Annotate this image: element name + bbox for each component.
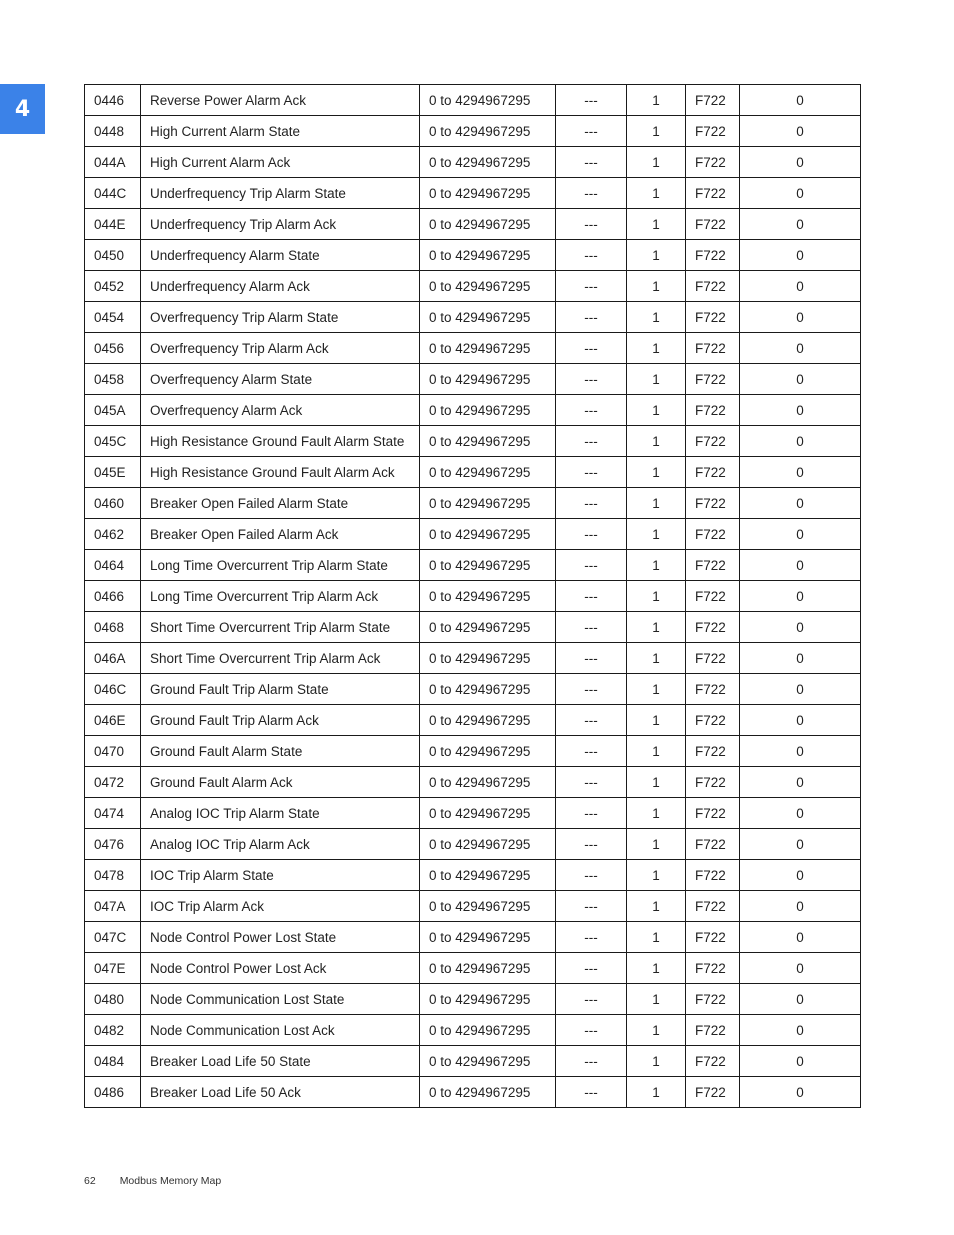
default-cell: 0 (740, 1046, 861, 1077)
table-row (85, 271, 861, 302)
table-row (85, 550, 861, 581)
range-cell: 0 to 4294967295 (420, 612, 556, 643)
format-cell: F722 (686, 612, 740, 643)
table-row (85, 674, 861, 705)
format-cell: F722 (686, 302, 740, 333)
table-row (85, 333, 861, 364)
description-cell: Long Time Overcurrent Trip Alarm Ack (141, 581, 420, 612)
format-cell: F722 (686, 240, 740, 271)
range-cell: 0 to 4294967295 (420, 85, 556, 116)
format-cell: F722 (686, 488, 740, 519)
address-cell: 0472 (85, 767, 141, 798)
units-cell: --- (556, 364, 627, 395)
default-cell: 0 (740, 364, 861, 395)
step-cell: 1 (627, 364, 686, 395)
table-row (85, 519, 861, 550)
description-cell: Analog IOC Trip Alarm Ack (141, 829, 420, 860)
range-cell: 0 to 4294967295 (420, 984, 556, 1015)
units-cell: --- (556, 612, 627, 643)
table-row (85, 984, 861, 1015)
step-cell: 1 (627, 302, 686, 333)
units-cell: --- (556, 891, 627, 922)
step-cell: 1 (627, 798, 686, 829)
table-body (85, 85, 861, 1108)
address-cell: 044C (85, 178, 141, 209)
address-cell: 0466 (85, 581, 141, 612)
address-cell: 0450 (85, 240, 141, 271)
range-cell: 0 to 4294967295 (420, 953, 556, 984)
description-cell: Breaker Load Life 50 Ack (141, 1077, 420, 1108)
step-cell: 1 (627, 767, 686, 798)
step-cell: 1 (627, 953, 686, 984)
step-cell: 1 (627, 271, 686, 302)
range-cell: 0 to 4294967295 (420, 643, 556, 674)
table-row (85, 85, 861, 116)
default-cell: 0 (740, 705, 861, 736)
step-cell: 1 (627, 333, 686, 364)
description-cell: Node Communication Lost Ack (141, 1015, 420, 1046)
format-cell: F722 (686, 922, 740, 953)
default-cell: 0 (740, 147, 861, 178)
table-row (85, 1046, 861, 1077)
units-cell: --- (556, 519, 627, 550)
range-cell: 0 to 4294967295 (420, 364, 556, 395)
range-cell: 0 to 4294967295 (420, 333, 556, 364)
units-cell: --- (556, 395, 627, 426)
range-cell: 0 to 4294967295 (420, 240, 556, 271)
format-cell: F722 (686, 426, 740, 457)
format-cell: F722 (686, 550, 740, 581)
step-cell: 1 (627, 116, 686, 147)
description-cell: Overfrequency Alarm Ack (141, 395, 420, 426)
step-cell: 1 (627, 643, 686, 674)
table-row (85, 705, 861, 736)
default-cell: 0 (740, 984, 861, 1015)
table-row (85, 612, 861, 643)
step-cell: 1 (627, 705, 686, 736)
range-cell: 0 to 4294967295 (420, 581, 556, 612)
address-cell: 0482 (85, 1015, 141, 1046)
format-cell: F722 (686, 395, 740, 426)
range-cell: 0 to 4294967295 (420, 178, 556, 209)
units-cell: --- (556, 240, 627, 271)
step-cell: 1 (627, 736, 686, 767)
range-cell: 0 to 4294967295 (420, 705, 556, 736)
table-row (85, 736, 861, 767)
table-row (85, 426, 861, 457)
default-cell: 0 (740, 1077, 861, 1108)
address-cell: 046A (85, 643, 141, 674)
table-row (85, 147, 861, 178)
range-cell: 0 to 4294967295 (420, 147, 556, 178)
step-cell: 1 (627, 550, 686, 581)
description-cell: High Current Alarm Ack (141, 147, 420, 178)
units-cell: --- (556, 457, 627, 488)
description-cell: Overfrequency Alarm State (141, 364, 420, 395)
description-cell: Overfrequency Trip Alarm Ack (141, 333, 420, 364)
table-row (85, 209, 861, 240)
step-cell: 1 (627, 209, 686, 240)
format-cell: F722 (686, 674, 740, 705)
address-cell: 044E (85, 209, 141, 240)
default-cell: 0 (740, 519, 861, 550)
default-cell: 0 (740, 643, 861, 674)
units-cell: --- (556, 147, 627, 178)
description-cell: High Current Alarm State (141, 116, 420, 147)
units-cell: --- (556, 798, 627, 829)
page-number: 62 (84, 1175, 96, 1187)
description-cell: Long Time Overcurrent Trip Alarm State (141, 550, 420, 581)
units-cell: --- (556, 209, 627, 240)
description-cell: Analog IOC Trip Alarm State (141, 798, 420, 829)
address-cell: 0476 (85, 829, 141, 860)
default-cell: 0 (740, 333, 861, 364)
table-row (85, 829, 861, 860)
format-cell: F722 (686, 1046, 740, 1077)
description-cell: Ground Fault Trip Alarm State (141, 674, 420, 705)
default-cell: 0 (740, 860, 861, 891)
table-row (85, 116, 861, 147)
default-cell: 0 (740, 550, 861, 581)
format-cell: F722 (686, 209, 740, 240)
range-cell: 0 to 4294967295 (420, 550, 556, 581)
table-row (85, 1077, 861, 1108)
table-row (85, 1015, 861, 1046)
address-cell: 0452 (85, 271, 141, 302)
table-row (85, 798, 861, 829)
description-cell: Reverse Power Alarm Ack (141, 85, 420, 116)
modbus-memory-map-table (84, 84, 861, 1108)
address-cell: 0464 (85, 550, 141, 581)
default-cell: 0 (740, 767, 861, 798)
step-cell: 1 (627, 891, 686, 922)
address-cell: 0454 (85, 302, 141, 333)
table-row (85, 302, 861, 333)
address-cell: 0470 (85, 736, 141, 767)
format-cell: F722 (686, 705, 740, 736)
format-cell: F722 (686, 457, 740, 488)
step-cell: 1 (627, 1046, 686, 1077)
table-row (85, 891, 861, 922)
table-row (85, 953, 861, 984)
units-cell: --- (556, 1046, 627, 1077)
description-cell: IOC Trip Alarm State (141, 860, 420, 891)
step-cell: 1 (627, 1015, 686, 1046)
format-cell: F722 (686, 85, 740, 116)
description-cell: Ground Fault Alarm State (141, 736, 420, 767)
table-row (85, 581, 861, 612)
step-cell: 1 (627, 829, 686, 860)
units-cell: --- (556, 922, 627, 953)
description-cell: Node Control Power Lost Ack (141, 953, 420, 984)
units-cell: --- (556, 271, 627, 302)
step-cell: 1 (627, 674, 686, 705)
description-cell: Node Communication Lost State (141, 984, 420, 1015)
description-cell: Breaker Open Failed Alarm Ack (141, 519, 420, 550)
step-cell: 1 (627, 457, 686, 488)
default-cell: 0 (740, 891, 861, 922)
default-cell: 0 (740, 922, 861, 953)
description-cell: High Resistance Ground Fault Alarm State (141, 426, 420, 457)
units-cell: --- (556, 829, 627, 860)
format-cell: F722 (686, 798, 740, 829)
default-cell: 0 (740, 581, 861, 612)
range-cell: 0 to 4294967295 (420, 798, 556, 829)
format-cell: F722 (686, 178, 740, 209)
description-cell: Ground Fault Trip Alarm Ack (141, 705, 420, 736)
step-cell: 1 (627, 922, 686, 953)
range-cell: 0 to 4294967295 (420, 271, 556, 302)
units-cell: --- (556, 116, 627, 147)
step-cell: 1 (627, 519, 686, 550)
address-cell: 0468 (85, 612, 141, 643)
address-cell: 0484 (85, 1046, 141, 1077)
table-row (85, 767, 861, 798)
step-cell: 1 (627, 178, 686, 209)
range-cell: 0 to 4294967295 (420, 860, 556, 891)
format-cell: F722 (686, 116, 740, 147)
description-cell: Underfrequency Alarm Ack (141, 271, 420, 302)
chapter-tab: 4 (0, 84, 45, 134)
range-cell: 0 to 4294967295 (420, 426, 556, 457)
range-cell: 0 to 4294967295 (420, 767, 556, 798)
default-cell: 0 (740, 798, 861, 829)
section-title: Modbus Memory Map (119, 1175, 222, 1187)
address-cell: 0474 (85, 798, 141, 829)
format-cell: F722 (686, 736, 740, 767)
description-cell: Short Time Overcurrent Trip Alarm Ack (141, 643, 420, 674)
step-cell: 1 (627, 984, 686, 1015)
units-cell: --- (556, 984, 627, 1015)
address-cell: 0446 (85, 85, 141, 116)
default-cell: 0 (740, 829, 861, 860)
units-cell: --- (556, 767, 627, 798)
default-cell: 0 (740, 271, 861, 302)
format-cell: F722 (686, 643, 740, 674)
range-cell: 0 to 4294967295 (420, 922, 556, 953)
default-cell: 0 (740, 953, 861, 984)
range-cell: 0 to 4294967295 (420, 488, 556, 519)
table-row (85, 178, 861, 209)
units-cell: --- (556, 550, 627, 581)
step-cell: 1 (627, 488, 686, 519)
units-cell: --- (556, 302, 627, 333)
units-cell: --- (556, 333, 627, 364)
units-cell: --- (556, 85, 627, 116)
units-cell: --- (556, 1015, 627, 1046)
step-cell: 1 (627, 395, 686, 426)
range-cell: 0 to 4294967295 (420, 891, 556, 922)
table-row (85, 364, 861, 395)
table-row (85, 860, 861, 891)
units-cell: --- (556, 178, 627, 209)
units-cell: --- (556, 953, 627, 984)
address-cell: 047C (85, 922, 141, 953)
description-cell: Ground Fault Alarm Ack (141, 767, 420, 798)
format-cell: F722 (686, 860, 740, 891)
units-cell: --- (556, 488, 627, 519)
step-cell: 1 (627, 612, 686, 643)
default-cell: 0 (740, 488, 861, 519)
address-cell: 0448 (85, 116, 141, 147)
page-footer (84, 1175, 221, 1187)
format-cell: F722 (686, 364, 740, 395)
default-cell: 0 (740, 612, 861, 643)
format-cell: F722 (686, 519, 740, 550)
default-cell: 0 (740, 209, 861, 240)
range-cell: 0 to 4294967295 (420, 1077, 556, 1108)
default-cell: 0 (740, 736, 861, 767)
address-cell: 045E (85, 457, 141, 488)
format-cell: F722 (686, 333, 740, 364)
address-cell: 045A (85, 395, 141, 426)
range-cell: 0 to 4294967295 (420, 1015, 556, 1046)
range-cell: 0 to 4294967295 (420, 209, 556, 240)
units-cell: --- (556, 643, 627, 674)
description-cell: Underfrequency Trip Alarm Ack (141, 209, 420, 240)
default-cell: 0 (740, 674, 861, 705)
step-cell: 1 (627, 426, 686, 457)
default-cell: 0 (740, 116, 861, 147)
format-cell: F722 (686, 829, 740, 860)
range-cell: 0 to 4294967295 (420, 674, 556, 705)
address-cell: 044A (85, 147, 141, 178)
description-cell: Node Control Power Lost State (141, 922, 420, 953)
address-cell: 045C (85, 426, 141, 457)
table-row (85, 457, 861, 488)
units-cell: --- (556, 581, 627, 612)
address-cell: 0486 (85, 1077, 141, 1108)
address-cell: 0478 (85, 860, 141, 891)
table-row (85, 488, 861, 519)
description-cell: Overfrequency Trip Alarm State (141, 302, 420, 333)
units-cell: --- (556, 674, 627, 705)
default-cell: 0 (740, 302, 861, 333)
address-cell: 047A (85, 891, 141, 922)
address-cell: 047E (85, 953, 141, 984)
default-cell: 0 (740, 395, 861, 426)
address-cell: 046C (85, 674, 141, 705)
table-row (85, 240, 861, 271)
step-cell: 1 (627, 860, 686, 891)
address-cell: 0480 (85, 984, 141, 1015)
step-cell: 1 (627, 147, 686, 178)
range-cell: 0 to 4294967295 (420, 395, 556, 426)
default-cell: 0 (740, 457, 861, 488)
default-cell: 0 (740, 1015, 861, 1046)
table-row (85, 922, 861, 953)
range-cell: 0 to 4294967295 (420, 829, 556, 860)
description-cell: Underfrequency Alarm State (141, 240, 420, 271)
format-cell: F722 (686, 953, 740, 984)
address-cell: 0460 (85, 488, 141, 519)
table-row (85, 643, 861, 674)
units-cell: --- (556, 705, 627, 736)
address-cell: 0458 (85, 364, 141, 395)
description-cell: Underfrequency Trip Alarm State (141, 178, 420, 209)
range-cell: 0 to 4294967295 (420, 736, 556, 767)
format-cell: F722 (686, 767, 740, 798)
range-cell: 0 to 4294967295 (420, 457, 556, 488)
format-cell: F722 (686, 984, 740, 1015)
description-cell: Short Time Overcurrent Trip Alarm State (141, 612, 420, 643)
default-cell: 0 (740, 240, 861, 271)
range-cell: 0 to 4294967295 (420, 302, 556, 333)
range-cell: 0 to 4294967295 (420, 1046, 556, 1077)
default-cell: 0 (740, 178, 861, 209)
units-cell: --- (556, 860, 627, 891)
default-cell: 0 (740, 426, 861, 457)
step-cell: 1 (627, 85, 686, 116)
description-cell: Breaker Open Failed Alarm State (141, 488, 420, 519)
format-cell: F722 (686, 581, 740, 612)
description-cell: Breaker Load Life 50 State (141, 1046, 420, 1077)
address-cell: 0456 (85, 333, 141, 364)
units-cell: --- (556, 1077, 627, 1108)
units-cell: --- (556, 736, 627, 767)
format-cell: F722 (686, 891, 740, 922)
format-cell: F722 (686, 271, 740, 302)
step-cell: 1 (627, 581, 686, 612)
table-row (85, 395, 861, 426)
description-cell: High Resistance Ground Fault Alarm Ack (141, 457, 420, 488)
step-cell: 1 (627, 1077, 686, 1108)
format-cell: F722 (686, 147, 740, 178)
address-cell: 046E (85, 705, 141, 736)
units-cell: --- (556, 426, 627, 457)
range-cell: 0 to 4294967295 (420, 519, 556, 550)
step-cell: 1 (627, 240, 686, 271)
description-cell: IOC Trip Alarm Ack (141, 891, 420, 922)
address-cell: 0462 (85, 519, 141, 550)
format-cell: F722 (686, 1015, 740, 1046)
format-cell: F722 (686, 1077, 740, 1108)
default-cell: 0 (740, 85, 861, 116)
range-cell: 0 to 4294967295 (420, 116, 556, 147)
